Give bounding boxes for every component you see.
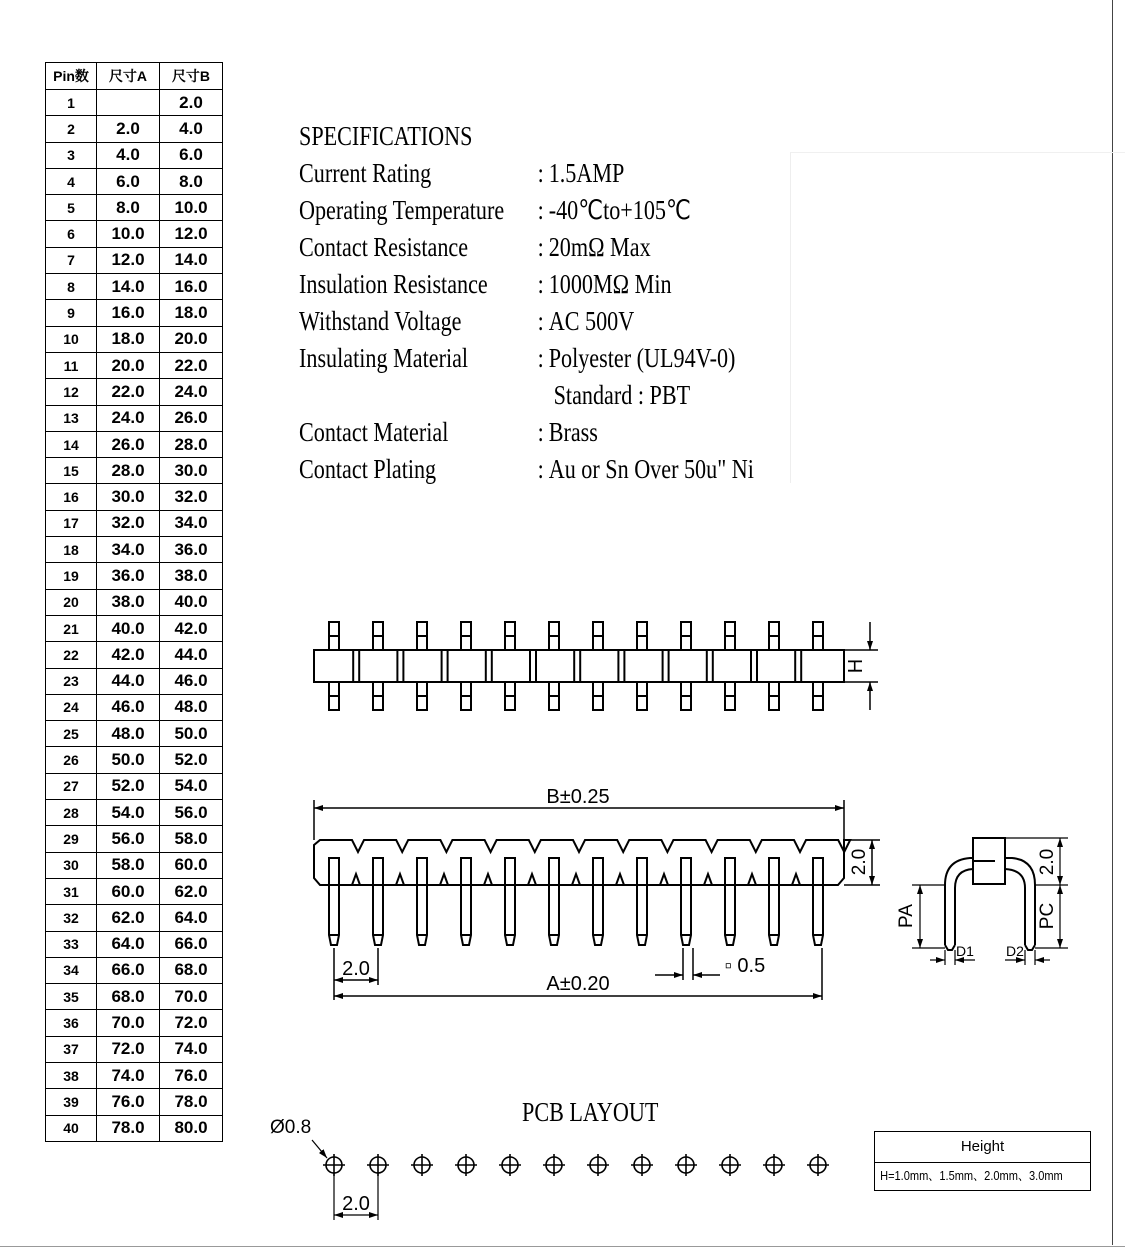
cell-size-b: 6.0 xyxy=(160,142,223,168)
cell-size-a: 46.0 xyxy=(97,694,160,720)
dim-pitch-label: 2.0 xyxy=(342,958,370,980)
cell-pin-count: 12 xyxy=(46,379,97,405)
cell-size-b: 16.0 xyxy=(160,274,223,300)
cell-size-b: 48.0 xyxy=(160,694,223,720)
dim-pin-label: ▫ 0.5 xyxy=(724,955,766,977)
height-box-title: Height xyxy=(875,1132,1090,1163)
cell-size-b: 38.0 xyxy=(160,563,223,589)
cell-size-a: 60.0 xyxy=(97,878,160,904)
spec-label: Withstand Voltage xyxy=(299,306,462,336)
pcb-layout-title: PCB LAYOUT xyxy=(522,1097,659,1127)
cell-size-b: 36.0 xyxy=(160,537,223,563)
front-body-notch xyxy=(484,874,492,885)
cell-pin-count: 22 xyxy=(46,642,97,668)
cell-pin-count: 11 xyxy=(46,352,97,378)
cell-size-b: 40.0 xyxy=(160,589,223,615)
cell-size-a: 38.0 xyxy=(97,589,160,615)
cell-size-a: 28.0 xyxy=(97,458,160,484)
cell-size-b: 64.0 xyxy=(160,905,223,931)
front-pin-upper xyxy=(505,858,515,885)
cell-pin-count: 29 xyxy=(46,826,97,852)
cell-pin-count: 24 xyxy=(46,694,97,720)
spec-colon: : xyxy=(537,306,544,336)
front-pin-upper xyxy=(769,858,779,885)
front-body-notch xyxy=(792,874,800,885)
header-size-b: 尺寸B xyxy=(160,63,223,90)
cell-size-b: 32.0 xyxy=(160,484,223,510)
front-body-notch xyxy=(572,874,580,885)
cell-pin-count: 32 xyxy=(46,905,97,931)
cell-size-a: 48.0 xyxy=(97,721,160,747)
dim-h-label: H xyxy=(845,658,867,674)
cell-size-a: 36.0 xyxy=(97,563,160,589)
cell-size-b: 8.0 xyxy=(160,168,223,194)
cell-size-b: 78.0 xyxy=(160,1089,223,1115)
cell-size-b: 74.0 xyxy=(160,1036,223,1062)
cell-size-a: 24.0 xyxy=(97,405,160,431)
cell-size-a: 68.0 xyxy=(97,984,160,1010)
pcb-pitch-label: 2.0 xyxy=(342,1193,370,1215)
cell-size-b: 46.0 xyxy=(160,668,223,694)
cell-pin-count: 17 xyxy=(46,510,97,536)
cell-pin-count: 28 xyxy=(46,800,97,826)
front-pin-upper xyxy=(549,858,559,885)
front-body-notch xyxy=(352,874,360,885)
spec-value: Standard : PBT xyxy=(553,380,691,410)
cell-size-a: 10.0 xyxy=(97,221,160,247)
front-pin-upper xyxy=(681,858,691,885)
side-d1-label: D1 xyxy=(956,943,974,959)
spec-colon: : xyxy=(537,195,544,225)
spec-label: Current Rating xyxy=(299,158,432,188)
spec-colon: : xyxy=(537,232,544,262)
cell-pin-count: 13 xyxy=(46,405,97,431)
header-pin-count: Pin数 xyxy=(46,63,97,90)
front-pin-upper xyxy=(637,858,647,885)
dim-body-label: 2.0 xyxy=(849,848,870,876)
front-view xyxy=(314,840,850,945)
spec-value: AC 500V xyxy=(548,306,635,336)
cell-size-a: 72.0 xyxy=(97,1036,160,1062)
spec-value: Brass xyxy=(548,417,598,447)
cell-size-a: 76.0 xyxy=(97,1089,160,1115)
cell-size-a: 50.0 xyxy=(97,747,160,773)
cell-size-a: 16.0 xyxy=(97,300,160,326)
cell-size-a: 32.0 xyxy=(97,510,160,536)
cell-pin-count: 36 xyxy=(46,1010,97,1036)
cell-size-a: 8.0 xyxy=(97,195,160,221)
cell-size-a: 4.0 xyxy=(97,142,160,168)
cell-size-a: 14.0 xyxy=(97,274,160,300)
cell-pin-count: 3 xyxy=(46,142,97,168)
cell-size-b: 66.0 xyxy=(160,931,223,957)
cell-size-b: 44.0 xyxy=(160,642,223,668)
pcb-hole-label: Ø0.8 xyxy=(270,1117,312,1138)
height-box xyxy=(874,1131,1091,1191)
cell-size-a: 22.0 xyxy=(97,379,160,405)
cell-size-b: 76.0 xyxy=(160,1062,223,1088)
spec-label: Contact Resistance xyxy=(299,232,469,262)
cell-size-a: 2.0 xyxy=(97,116,160,142)
cell-pin-count: 1 xyxy=(46,90,97,116)
cell-size-a: 62.0 xyxy=(97,905,160,931)
spec-label: Insulation Resistance xyxy=(299,269,488,299)
cell-size-b: 14.0 xyxy=(160,247,223,273)
cell-size-b: 30.0 xyxy=(160,458,223,484)
cell-size-b: 68.0 xyxy=(160,957,223,983)
spec-value: 1.5AMP xyxy=(548,158,625,188)
side-d2-label: D2 xyxy=(1006,943,1024,959)
cell-size-a: 42.0 xyxy=(97,642,160,668)
cell-size-b: 4.0 xyxy=(160,116,223,142)
cell-pin-count: 18 xyxy=(46,537,97,563)
cell-pin-count: 38 xyxy=(46,1062,97,1088)
cell-size-a: 40.0 xyxy=(97,615,160,641)
cell-size-a: 26.0 xyxy=(97,431,160,457)
cell-pin-count: 33 xyxy=(46,931,97,957)
top-view xyxy=(314,622,844,710)
spec-colon: : xyxy=(537,269,544,299)
cell-size-a: 34.0 xyxy=(97,537,160,563)
cell-size-b: 72.0 xyxy=(160,1010,223,1036)
cell-size-a: 6.0 xyxy=(97,168,160,194)
cell-size-a: 56.0 xyxy=(97,826,160,852)
side-pc-label: PC xyxy=(1037,902,1058,930)
cell-size-a: 78.0 xyxy=(97,1115,160,1141)
cell-size-a: 18.0 xyxy=(97,326,160,352)
cell-size-b: 58.0 xyxy=(160,826,223,852)
cell-size-b: 28.0 xyxy=(160,431,223,457)
cell-pin-count: 25 xyxy=(46,721,97,747)
spec-colon: : xyxy=(537,343,544,373)
cell-pin-count: 31 xyxy=(46,878,97,904)
top-view-body xyxy=(314,650,844,682)
cell-pin-count: 5 xyxy=(46,195,97,221)
cell-pin-count: 26 xyxy=(46,747,97,773)
cell-size-a: 54.0 xyxy=(97,800,160,826)
cell-pin-count: 40 xyxy=(46,1115,97,1141)
front-body-notch xyxy=(748,874,756,885)
cell-size-b: 52.0 xyxy=(160,747,223,773)
cell-size-b: 56.0 xyxy=(160,800,223,826)
front-body-notch xyxy=(704,874,712,885)
specs-title: SPECIFICATIONS xyxy=(299,121,473,151)
cell-pin-count: 39 xyxy=(46,1089,97,1115)
front-pin-upper xyxy=(417,858,427,885)
cell-pin-count: 6 xyxy=(46,221,97,247)
cell-size-b: 10.0 xyxy=(160,195,223,221)
cell-size-b: 24.0 xyxy=(160,379,223,405)
cell-size-b: 22.0 xyxy=(160,352,223,378)
cell-size-b: 42.0 xyxy=(160,615,223,641)
cell-size-a: 52.0 xyxy=(97,773,160,799)
cell-size-a: 70.0 xyxy=(97,1010,160,1036)
cell-pin-count: 21 xyxy=(46,615,97,641)
cell-size-b: 34.0 xyxy=(160,510,223,536)
cell-pin-count: 9 xyxy=(46,300,97,326)
cell-pin-count: 27 xyxy=(46,773,97,799)
spec-label: Operating Temperature xyxy=(299,195,505,225)
cell-pin-count: 35 xyxy=(46,984,97,1010)
cell-size-b: 62.0 xyxy=(160,878,223,904)
spec-label: Contact Plating xyxy=(299,454,437,484)
cell-pin-count: 16 xyxy=(46,484,97,510)
spec-label: Insulating Material xyxy=(299,343,469,373)
spec-label: Contact Material xyxy=(299,417,449,447)
front-body-notch xyxy=(396,874,404,885)
front-pin-upper xyxy=(461,858,471,885)
cell-size-a: 12.0 xyxy=(97,247,160,273)
header-size-a: 尺寸A xyxy=(97,63,160,90)
cell-pin-count: 8 xyxy=(46,274,97,300)
pcb-layout-holes xyxy=(323,1154,829,1176)
cell-pin-count: 30 xyxy=(46,852,97,878)
front-pin-upper xyxy=(373,858,383,885)
dim-b-label: B±0.25 xyxy=(546,786,610,808)
front-pin-upper xyxy=(593,858,603,885)
cell-size-b: 70.0 xyxy=(160,984,223,1010)
spec-colon: : xyxy=(537,454,544,484)
spec-value: 1000MΩ Min xyxy=(548,269,672,299)
cell-pin-count: 37 xyxy=(46,1036,97,1062)
front-body-notch xyxy=(440,874,448,885)
cell-size-b: 18.0 xyxy=(160,300,223,326)
side-pa-label: PA xyxy=(896,904,917,928)
spec-colon: : xyxy=(537,158,544,188)
cell-pin-count: 15 xyxy=(46,458,97,484)
cell-pin-count: 10 xyxy=(46,326,97,352)
cell-size-a: 44.0 xyxy=(97,668,160,694)
front-body-notch xyxy=(616,874,624,885)
cell-pin-count: 2 xyxy=(46,116,97,142)
front-pin-upper xyxy=(725,858,735,885)
cell-size-a: 66.0 xyxy=(97,957,160,983)
cell-pin-count: 34 xyxy=(46,957,97,983)
spec-value: 20mΩ Max xyxy=(548,232,651,262)
cell-size-a: 64.0 xyxy=(97,931,160,957)
front-body-notch xyxy=(528,874,536,885)
spec-colon: : xyxy=(537,417,544,447)
cell-size-b: 60.0 xyxy=(160,852,223,878)
front-body-notch xyxy=(660,874,668,885)
side-view xyxy=(945,838,1035,950)
cell-pin-count: 20 xyxy=(46,589,97,615)
cell-size-a: 20.0 xyxy=(97,352,160,378)
cell-size-b: 54.0 xyxy=(160,773,223,799)
cell-size-b: 26.0 xyxy=(160,405,223,431)
spec-value: -40℃to+105℃ xyxy=(548,195,691,225)
cell-size-b: 50.0 xyxy=(160,721,223,747)
spec-value: Au or Sn Over 50u" Ni xyxy=(548,454,754,484)
cell-size-b: 80.0 xyxy=(160,1115,223,1141)
spec-value: Polyester (UL94V-0) xyxy=(548,343,736,373)
cell-size-b: 12.0 xyxy=(160,221,223,247)
cell-size-a: 30.0 xyxy=(97,484,160,510)
cell-pin-count: 4 xyxy=(46,168,97,194)
cell-size-b: 20.0 xyxy=(160,326,223,352)
dim-a-label: A±0.20 xyxy=(546,973,610,995)
height-box-value: H=1.0mm、1.5mm、2.0mm、3.0mm xyxy=(880,1168,1063,1183)
cell-size-a: 58.0 xyxy=(97,852,160,878)
cell-size-a: 74.0 xyxy=(97,1062,160,1088)
cell-pin-count: 23 xyxy=(46,668,97,694)
cell-size-b: 2.0 xyxy=(160,90,223,116)
cell-pin-count: 19 xyxy=(46,563,97,589)
cell-pin-count: 14 xyxy=(46,431,97,457)
front-pin-upper xyxy=(329,858,339,885)
front-pin-upper xyxy=(813,858,823,885)
side-pc-top-label: 2.0 xyxy=(1037,848,1058,876)
cell-pin-count: 7 xyxy=(46,247,97,273)
